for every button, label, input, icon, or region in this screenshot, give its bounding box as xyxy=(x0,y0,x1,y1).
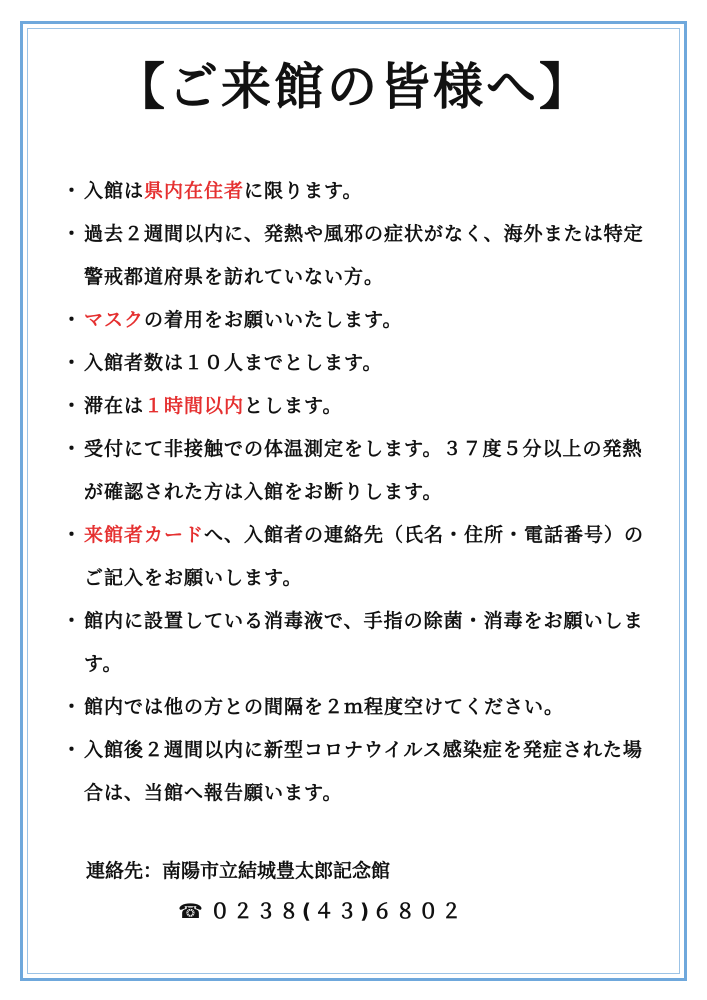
body-text: とします。 xyxy=(244,395,343,417)
list-item-text xyxy=(84,729,654,815)
body-text: へ、入館者の連絡先（氏名・住所・電話番号）のご記入をお願いします。 xyxy=(84,524,645,589)
list-item xyxy=(62,600,662,686)
highlight-text: 来館者カード xyxy=(84,524,205,546)
list-item xyxy=(62,686,662,729)
body-text: 館内では他の方との間隔を２ｍ程度空けてください。 xyxy=(84,696,565,718)
list-item-text xyxy=(84,514,654,600)
body-text: 館内に設置している消毒液で、手指の除菌・消毒をお願いします。 xyxy=(84,610,644,675)
bullet: ・ xyxy=(62,309,82,331)
phone-icon: ☎ xyxy=(178,899,206,923)
list-item xyxy=(62,213,662,299)
bullet: ・ xyxy=(62,739,82,761)
list-item xyxy=(62,514,662,600)
body-text: 入館者数は１０人までとします。 xyxy=(84,352,383,374)
body-text: 過去２週間以内に、発熱や風邪の症状がなく、海外または特定警戒都道府県を訪れていない方。 xyxy=(84,223,644,288)
bullet: ・ xyxy=(62,395,82,417)
list-item-text xyxy=(84,600,654,686)
contact-line: 連絡先：南陽市立結城豊太郎記念館 xyxy=(86,860,391,882)
bullet: ・ xyxy=(62,696,82,718)
list-item-text xyxy=(84,170,654,213)
highlight-text: １時間以内 xyxy=(144,395,245,417)
bullet: ・ xyxy=(62,438,82,460)
list-item-text xyxy=(84,686,654,729)
list-item xyxy=(62,299,662,342)
body-text: 滞在は xyxy=(84,395,145,417)
body-text: 入館後２週間以内に新型コロナウイルス感染症を発症された場合は、当館へ報告願います。 xyxy=(84,739,643,804)
list-item xyxy=(62,428,662,514)
body-text: 入館は xyxy=(84,180,145,202)
highlight-text: マスク xyxy=(84,309,145,331)
bullet: ・ xyxy=(62,610,82,632)
phone-line xyxy=(178,895,464,924)
list-item-text xyxy=(84,213,654,299)
bullet: ・ xyxy=(62,352,82,374)
list-item-text xyxy=(84,342,654,385)
body-text: に限ります。 xyxy=(244,180,363,202)
notice-list xyxy=(62,170,662,815)
phone-number: ０２３８(４３)６８０２ xyxy=(209,899,465,923)
body-text: の着用をお願いいたします。 xyxy=(144,309,403,331)
list-item xyxy=(62,385,662,428)
list-item-text xyxy=(84,428,654,514)
list-item xyxy=(62,342,662,385)
list-item xyxy=(62,729,662,815)
notice-title: 【ご来館の皆様へ】 xyxy=(115,58,592,116)
list-item-text xyxy=(84,299,654,342)
body-text: 受付にて非接触での体温測定をします。３７度５分以上の発熱が確認された方は入館をお断りします。 xyxy=(84,438,643,503)
highlight-text: 県内在住者 xyxy=(144,180,245,202)
bullet: ・ xyxy=(62,524,82,546)
bullet: ・ xyxy=(62,223,82,245)
list-item-text xyxy=(84,385,654,428)
bullet: ・ xyxy=(62,180,82,202)
list-item xyxy=(62,170,662,213)
